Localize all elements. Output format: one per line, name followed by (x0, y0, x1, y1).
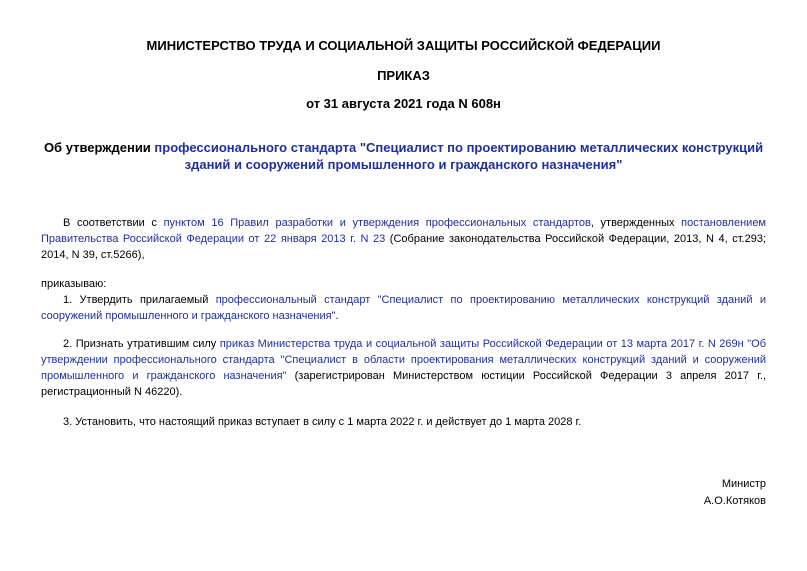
item2-text-2: (зарегистрирован Министерством юстиции Российской Федерации 3 апреля 2017 г., регистрационный N 46220). (41, 370, 766, 398)
preamble-paragraph (41, 215, 766, 263)
date-number-heading: от 31 августа 2021 года N 608н (306, 96, 501, 111)
preamble-text-1: В соответствии с (63, 217, 164, 229)
professional-standard-link[interactable]: профессиональный стандарт "Специалист по проектированию металлических конструкций зданий и сооружений промышленного и гражданского назначения" (41, 294, 766, 322)
title-prefix: Об утверждении (43, 140, 155, 155)
document-title (40, 139, 767, 173)
title-standard-link[interactable]: профессионального стандарта "Специалист по проектированию металлических конструкций зданий и сооружений промышленного и гражданского назначения" (154, 140, 764, 172)
item2-text-1: 2. Признать утратившим силу (63, 338, 220, 350)
order-word: приказываю: (41, 278, 107, 290)
signature-name: А.О.Котяков (703, 495, 766, 507)
item1-text-1: 1. Утвердить прилагаемый (63, 294, 216, 306)
ministry-heading: МИНИСТЕРСТВО ТРУДА И СОЦИАЛЬНОЙ ЗАЩИТЫ РОССИЙСКОЙ ФЕДЕРАЦИИ (146, 38, 661, 53)
item1-text-2: . (335, 310, 339, 322)
signature-position: Министр (721, 478, 766, 490)
repealed-order-link[interactable]: приказ Министерства труда и социальной защиты Российской Федерации от 13 марта 2017 г. N 269н "Об утверждении профессионального стандарта "Специалист в области проектирования металлических конструкций зданий и сооружений промышленного и гражданского назначения" (41, 338, 766, 382)
rules-clause-link[interactable]: пунктом 16 Правил разработки и утверждения профессиональных стандартов (163, 217, 591, 229)
order-item-2 (41, 336, 766, 400)
preamble-text-3: (Собрание законодательства Российской Федерации, 2013, N 4, ст.293; 2014, N 39, ст.5266), (41, 233, 766, 261)
order-item-1 (41, 292, 766, 324)
order-item-3: 3. Установить, что настоящий приказ вступает в силу с 1 марта 2022 г. и действует до 1 марта 2028 г. (63, 416, 582, 428)
preamble-text-2: , утвержденных (590, 217, 682, 229)
government-resolution-link[interactable]: постановлением Правительства Российской Федерации от 22 января 2013 г. N 23 (41, 217, 766, 245)
document-type-heading: ПРИКАЗ (377, 68, 430, 83)
